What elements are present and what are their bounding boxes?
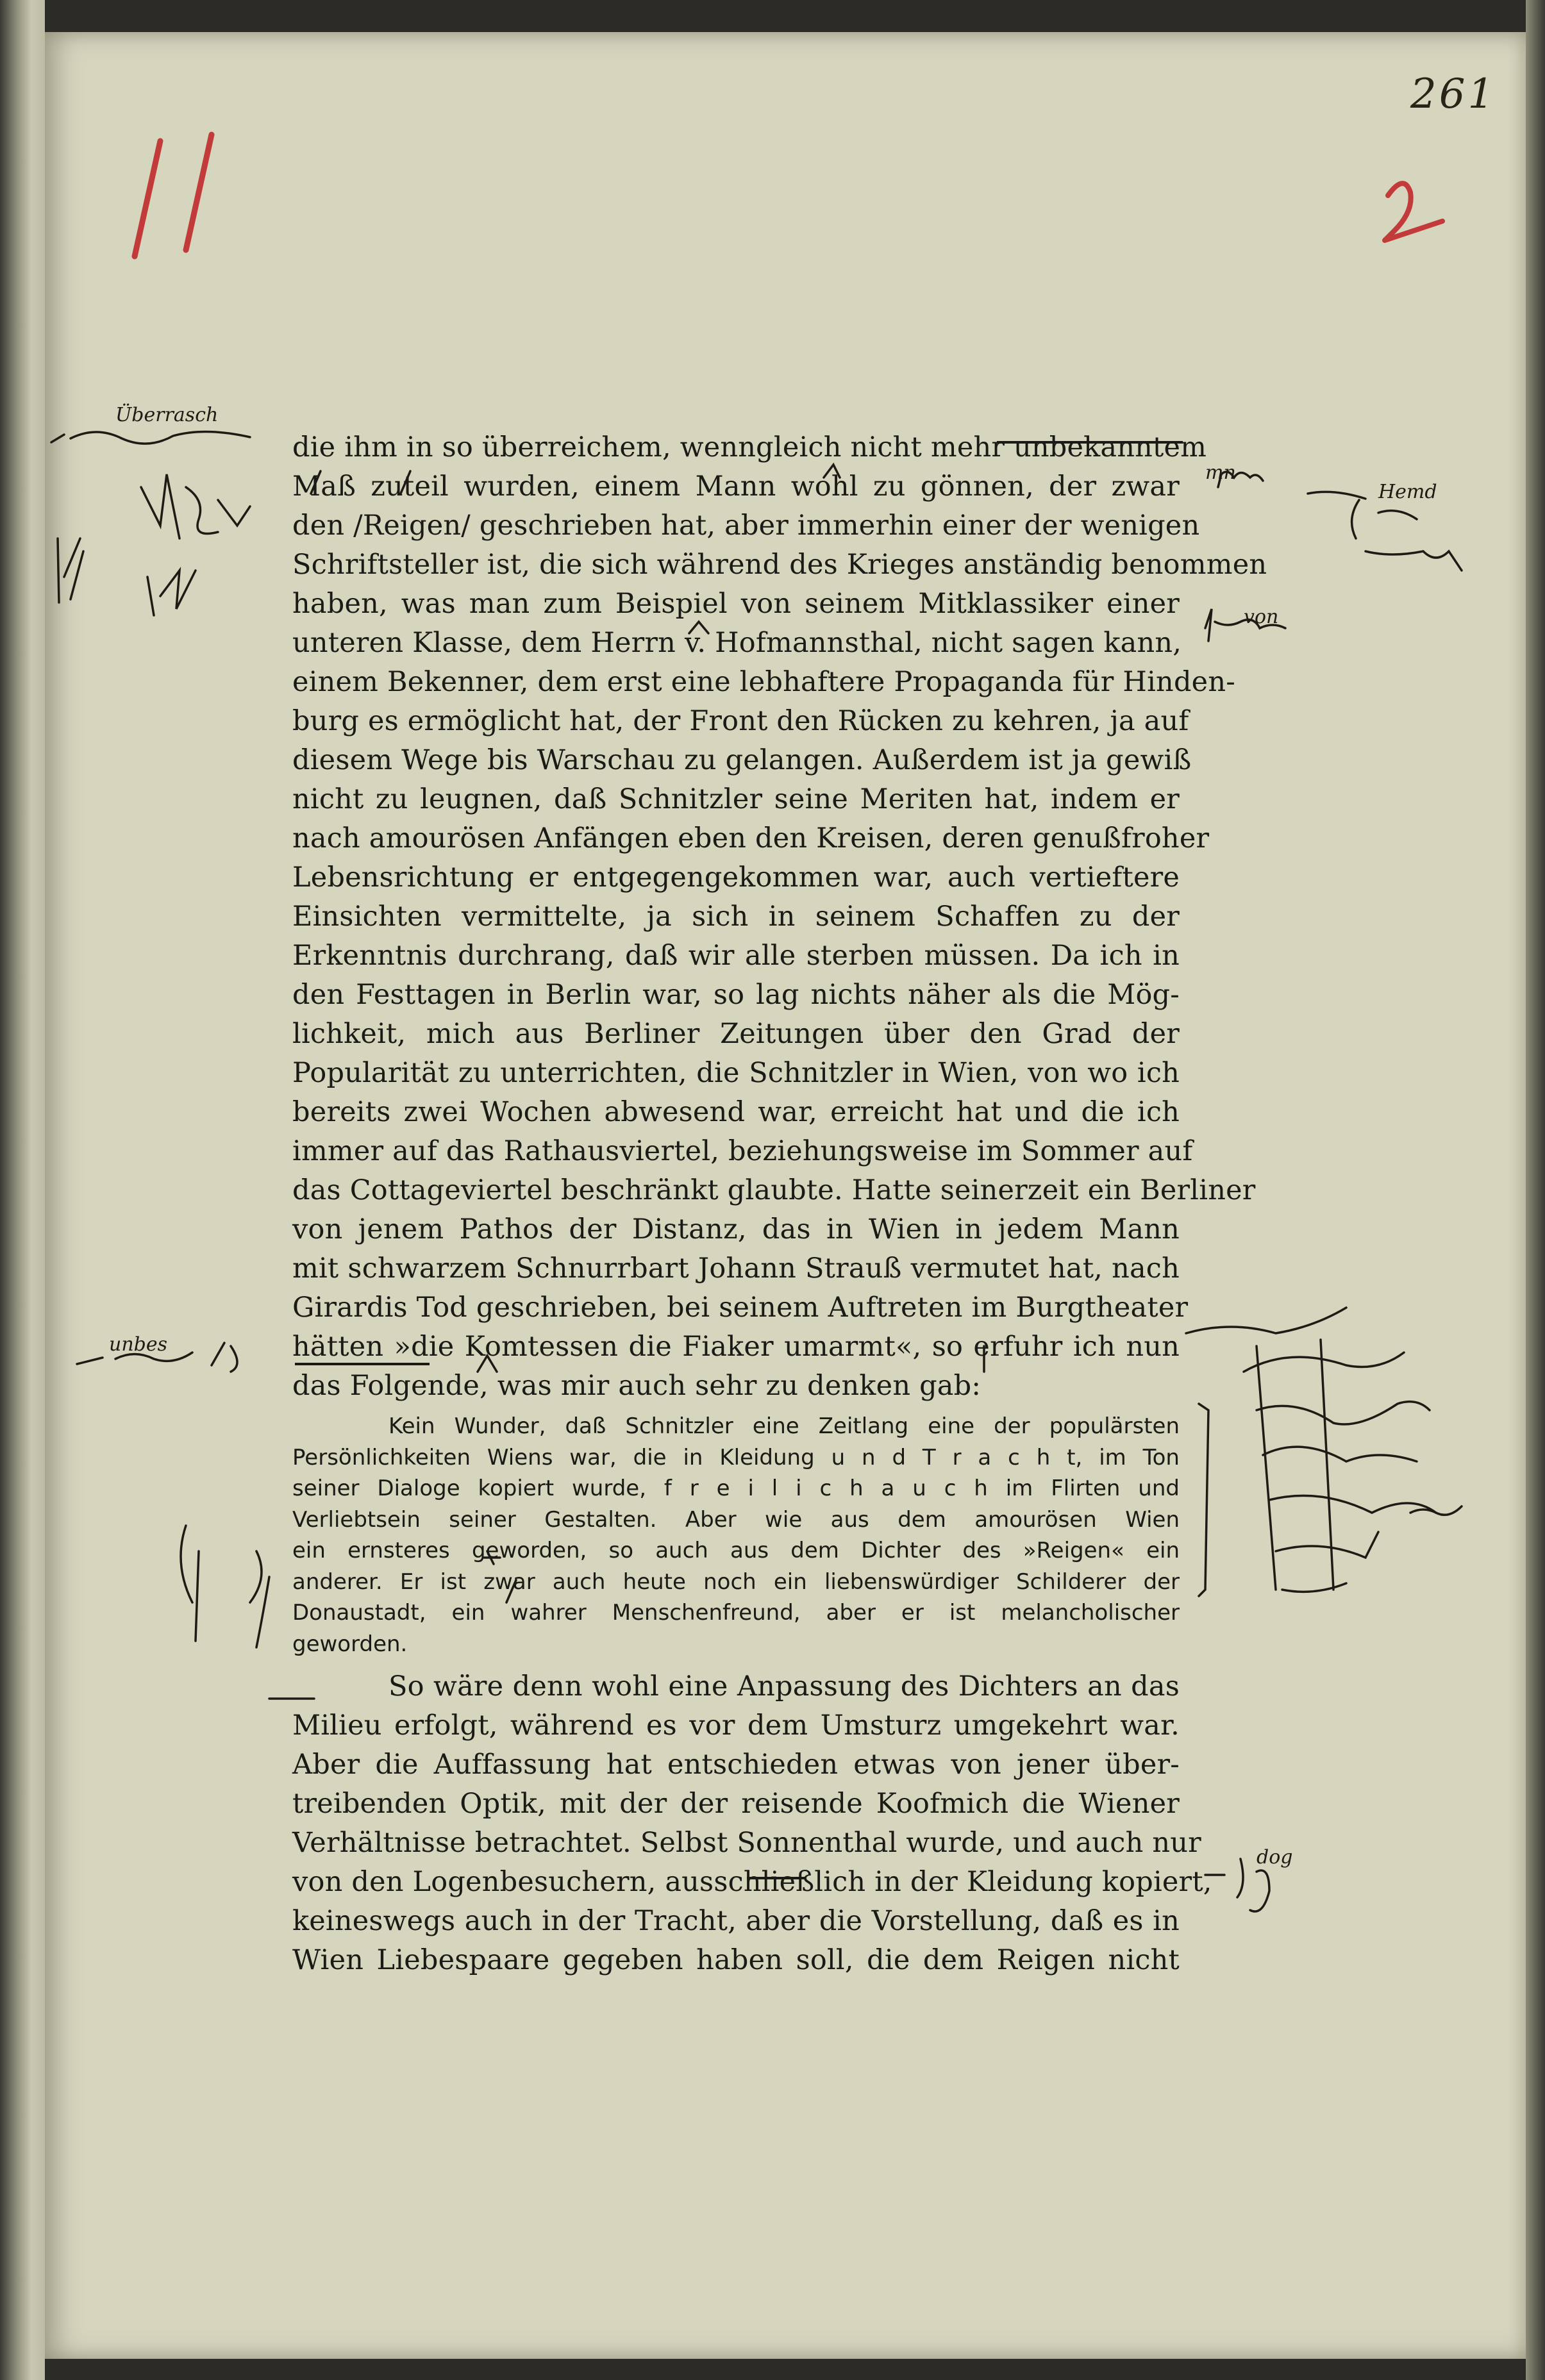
text-line: Milieu erfolgt, während es vor dem Umsturz umgekehrt war. — [292, 1710, 1180, 1742]
quote-line: Verliebtsein seiner Gestalten. Aber wie aus dem amourösen Wien — [292, 1506, 1180, 1533]
text-line: Einsichten vermittelte, ja sich in seinem Schaffen zu der — [292, 901, 1180, 933]
note-mark-left-4 — [147, 570, 196, 615]
margin-note-right-2: Hemd — [1378, 481, 1437, 503]
folio-number: 261 — [1410, 71, 1497, 118]
text-line: Verhältnisse betrachtet. Selbst Sonnenthal wurde, und auch nur — [292, 1827, 1201, 1859]
margin-scribble-block — [1186, 1308, 1436, 1592]
text-line: bereits zwei Wochen abwesend war, erreicht hat und die ich — [292, 1096, 1180, 1128]
margin-note-left-4: unbes — [109, 1333, 167, 1356]
text-line: mit schwarzem Schnurrbart Johann Strauß vermutet hat, nach — [292, 1252, 1180, 1285]
text-line: keineswegs auch in der Tracht, aber die Vorstellung, daß es in — [292, 1905, 1180, 1937]
margin-note-right-3: von — [1244, 606, 1279, 628]
note-mark-left-1 — [51, 431, 250, 444]
text-line: haben, was man zum Beispiel von seinem Mitklassiker einer — [292, 588, 1180, 620]
text-line: den /Reigen/ geschrieben hat, aber immerhin einer der wenigen — [292, 510, 1200, 542]
text-line: nicht zu leugnen, daß Schnitzler seine Meriten hat, indem er — [292, 783, 1180, 815]
text-line: Wien Liebespaare gegeben haben soll, die dem Reigen nicht — [292, 1944, 1180, 1976]
note-mark-left-3 — [141, 474, 250, 538]
text-line: Popularität zu unterrichten, die Schnitzler in Wien, von wo ich — [292, 1057, 1180, 1089]
text-line: immer auf das Rathausviertel, beziehungsweise im Sommer auf — [292, 1135, 1193, 1167]
quote-line: Persönlichkeiten Wiens war, die in Kleidung u n d T r a c h t, im Ton — [292, 1444, 1180, 1470]
text-line: Girardis Tod geschrieben, bei seinem Auftreten im Burgtheater — [292, 1292, 1189, 1324]
note-mark-right-hemd — [1352, 500, 1462, 570]
text-line: treibenden Optik, mit der der reisende Koofmich die Wiener — [292, 1788, 1180, 1820]
margin-note-right-4: dog — [1257, 1846, 1293, 1868]
quote-line: anderer. Er ist zwar auch heute noch ein liebenswürdiger Schilderer der — [292, 1569, 1180, 1595]
quote-line: geworden. — [292, 1631, 408, 1657]
text-line: Lebensrichtung er entgegengekommen war, auch vertieftere — [292, 861, 1180, 894]
note-mark-right-dash — [1308, 492, 1365, 499]
quote-bracket — [1199, 1404, 1208, 1596]
text-line: burg es ermöglicht hat, der Front den Rücken zu kehren, ja auf — [292, 705, 1189, 737]
text-line: Aber die Auffassung hat entschieden etwas von jener über- — [292, 1749, 1180, 1781]
margin-note-right-1: mn — [1205, 462, 1236, 484]
text-line: den Festtagen in Berlin war, so lag nichts näher als die Mög- — [292, 979, 1180, 1011]
text-line: diesem Wege bis Warschau zu gelangen. Außerdem ist ja gewiß — [292, 744, 1192, 776]
text-line: lichkeit, mich aus Berliner Zeitungen über den Grad der — [292, 1018, 1180, 1050]
text-line: das Cottageviertel beschränkt glaubte. Hatte seinerzeit ein Berliner — [292, 1174, 1256, 1206]
text-line: Maß zuteil wurden, einem Mann wohl zu gönnen, der zwar — [292, 470, 1180, 503]
text-line: die ihm in so überreichem, wenngleich nicht mehr unbekanntem — [292, 431, 1207, 463]
closing-paragraph — [292, 1667, 1212, 1980]
text-line: von den Logenbesuchern, ausschließlich in der Kleidung kopiert, — [292, 1866, 1212, 1898]
block-quote — [292, 1411, 1180, 1660]
text-line: nach amourösen Anfängen eben den Kreisen, deren genußfroher — [292, 822, 1210, 854]
text-line: Schriftsteller ist, die sich während des Krieges anständig benommen — [292, 549, 1267, 581]
text-line: unteren Klasse, dem Herrn v. Hofmannsthal, nicht sagen kann, — [292, 627, 1182, 659]
margin-note-left-1: Überrasch — [115, 404, 219, 426]
quote-line: ein ernsteres geworden, so auch aus dem Dichter des »Reigen« ein — [292, 1538, 1180, 1563]
note-mark-left-2 — [58, 538, 83, 603]
quote-line: seiner Dialoge kopiert wurde, f r e i l i c h a u c h im Flirten und — [292, 1476, 1180, 1501]
red-number-2-mark — [1385, 183, 1442, 240]
text-line: Erkenntnis durchrang, daß wir alle sterben müssen. Da ich in — [292, 940, 1180, 972]
text-line: So wäre denn wohl eine Anpassung des Dichters an das — [388, 1670, 1180, 1702]
text-line: hätten »die Komtessen die Fiaker umarmt«, so erfuhr ich nun — [292, 1331, 1180, 1363]
quote-line: Donaustadt, ein wahrer Menschenfreund, aber er ist melancholischer — [292, 1600, 1180, 1626]
quote-line: Kein Wunder, daß Schnitzler eine Zeitlang eine der populärsten — [388, 1413, 1180, 1439]
text-line: das Folgende, was mir auch sehr zu denken gab: — [292, 1370, 981, 1402]
text-line: einem Bekenner, dem erst eine lebhaftere Propaganda für Hinden- — [292, 666, 1235, 698]
text-line: von jenem Pathos der Distanz, das in Wien in jedem Mann — [292, 1213, 1180, 1245]
quote-insert-marks — [181, 1526, 269, 1647]
margin-scribble-right-end — [1410, 1506, 1462, 1515]
red-double-stroke-mark — [135, 135, 212, 256]
